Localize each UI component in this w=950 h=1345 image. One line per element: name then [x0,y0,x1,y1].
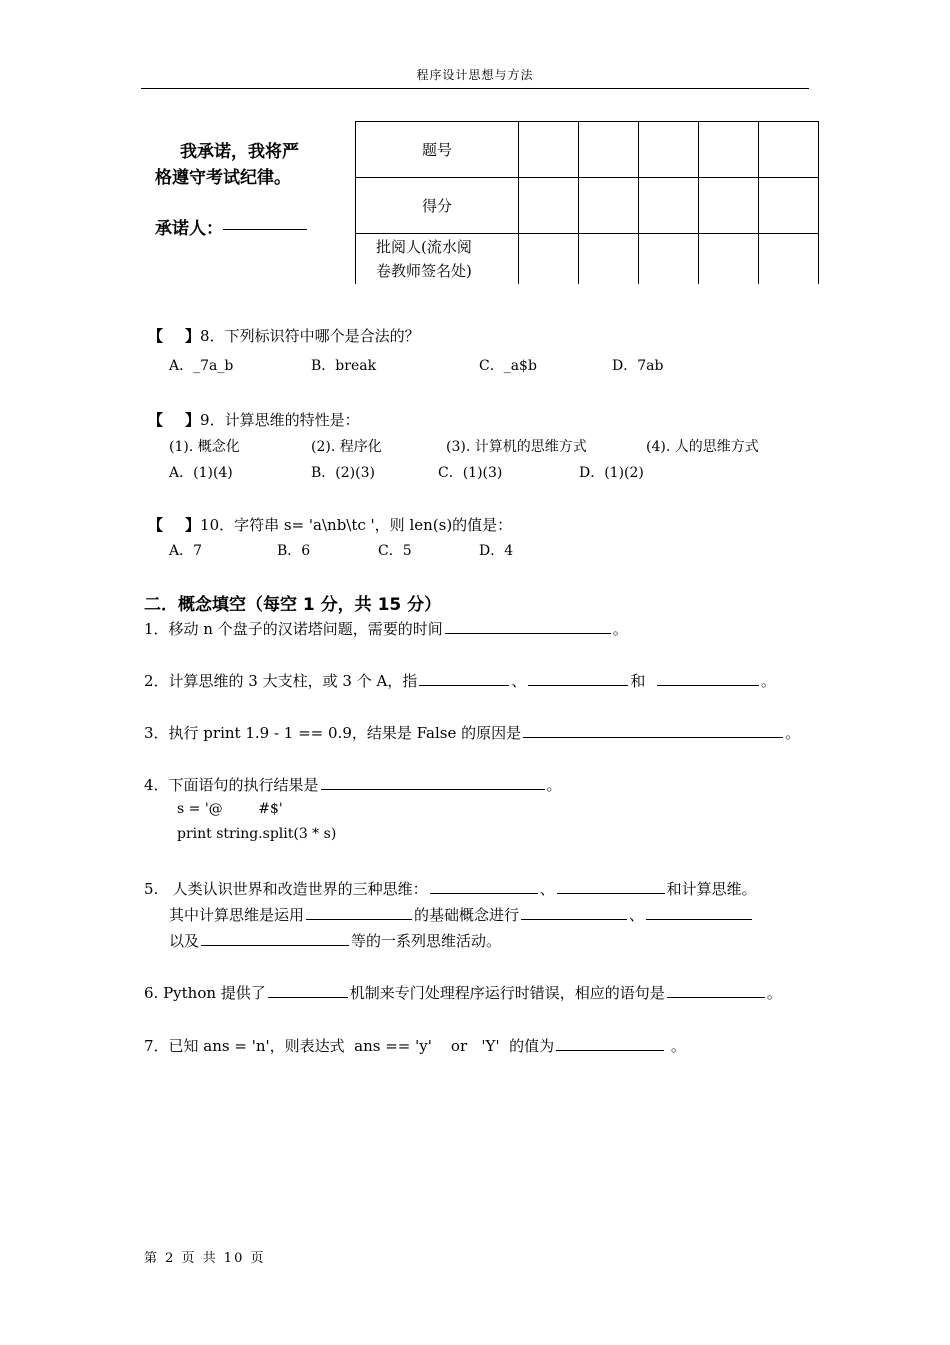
pledge-signer [155,214,307,239]
pledge-line-1: 我承诺，我将严 [180,142,299,162]
blank[interactable] [419,671,509,686]
question-8: 【 】8．下列标识符中哪个是合法的？ [148,327,420,345]
fill-q6: 6. Python 提供了 机制来专门处理程序运行时错误，相应的语句是 。 [144,984,782,1002]
blank[interactable] [445,619,611,634]
q9-option-a: A．(1)(4) [169,465,233,481]
question-9: 【 】9．计算思维的特性是： [148,411,360,429]
score-table [355,121,819,284]
fill-q3: 3．执行 print 1.9 - 1 == 0.9，结果是 False 的原因是 。 [144,724,801,742]
fill-q2: 2．计算思维的 3 大支柱，或 3 个 A，指 、 和 。 [144,672,776,690]
blank[interactable] [306,905,412,920]
q10-option-c: C．5 [378,543,412,559]
q9-option-d: D．(1)(2) [579,465,644,481]
table-row [356,122,819,178]
blank[interactable] [646,905,752,920]
grader-label: 批阅人(流水阅 卷教师签名处) [356,234,519,285]
q4-code-line-1: s = '@ #$' [177,801,283,817]
q4-code-line-2: print string.split(3 * s) [177,826,337,842]
blank[interactable] [528,671,628,686]
signer-label: 承诺人： [155,219,223,239]
fill-q5-line-3: 以及 等的一系列思维活动。 [169,932,502,950]
q10-option-d: D．4 [479,543,514,559]
q8-option-c: C．_a$b [479,358,537,374]
q8-option-d: D．7ab [612,358,664,374]
q9-item-2: (2). 程序化 [311,439,382,455]
blank[interactable] [521,905,627,920]
q10-option-a: A．7 [169,543,203,559]
signature-line[interactable] [223,228,307,230]
q10-option-b: B．6 [277,543,311,559]
blank[interactable] [523,723,783,738]
blank[interactable] [557,879,665,894]
table-row [356,234,819,285]
q9-item-3: (3). 计算机的思维方式 [446,439,587,455]
q9-item-4: (4). 人的思维方式 [646,439,759,455]
blank[interactable] [430,879,538,894]
fill-q7: 7．已知 ans = 'n'，则表达式 ans == 'y' or 'Y' 的值为 。 [144,1037,686,1055]
q9-option-b: B．(2)(3) [311,465,375,481]
blank[interactable] [657,671,759,686]
blank[interactable] [201,931,349,946]
fill-q4: 4．下面语句的执行结果是 。 [144,776,562,794]
blank[interactable] [268,983,348,998]
page-header: 程序设计思想与方法 [416,68,534,82]
fill-q5-line-2: 其中计算思维是运用 的基础概念进行 、 [169,904,754,925]
page-footer: 第 2 页 共 10 页 [144,1251,266,1266]
fill-q5-line-1: 5. 人类认识世界和改造世界的三种思维： 、 和计算思维。 [144,880,757,898]
blank[interactable] [556,1036,664,1051]
q8-option-a: A．_7a_b [169,358,234,374]
score-label: 得分 [356,178,519,234]
q9-option-c: C．(1)(3) [438,465,503,481]
fill-q1: 1．移动 n 个盘子的汉诺塔问题，需要的时间 。 [144,620,628,638]
question-10: 【 】10．字符串 s= 'a\nb\tc '，则 len(s)的值是： [148,516,513,534]
section-2-title: 二．概念填空（每空 1 分，共 15 分） [144,595,442,615]
header-rule [141,88,809,89]
question-number-label: 题号 [356,122,519,178]
table-row [356,178,819,234]
pledge-line-2: 格遵守考试纪律。 [155,168,291,188]
q8-option-b: B．break [311,358,377,374]
blank[interactable] [321,775,545,790]
blank[interactable] [667,983,765,998]
q9-item-1: (1). 概念化 [169,439,240,455]
